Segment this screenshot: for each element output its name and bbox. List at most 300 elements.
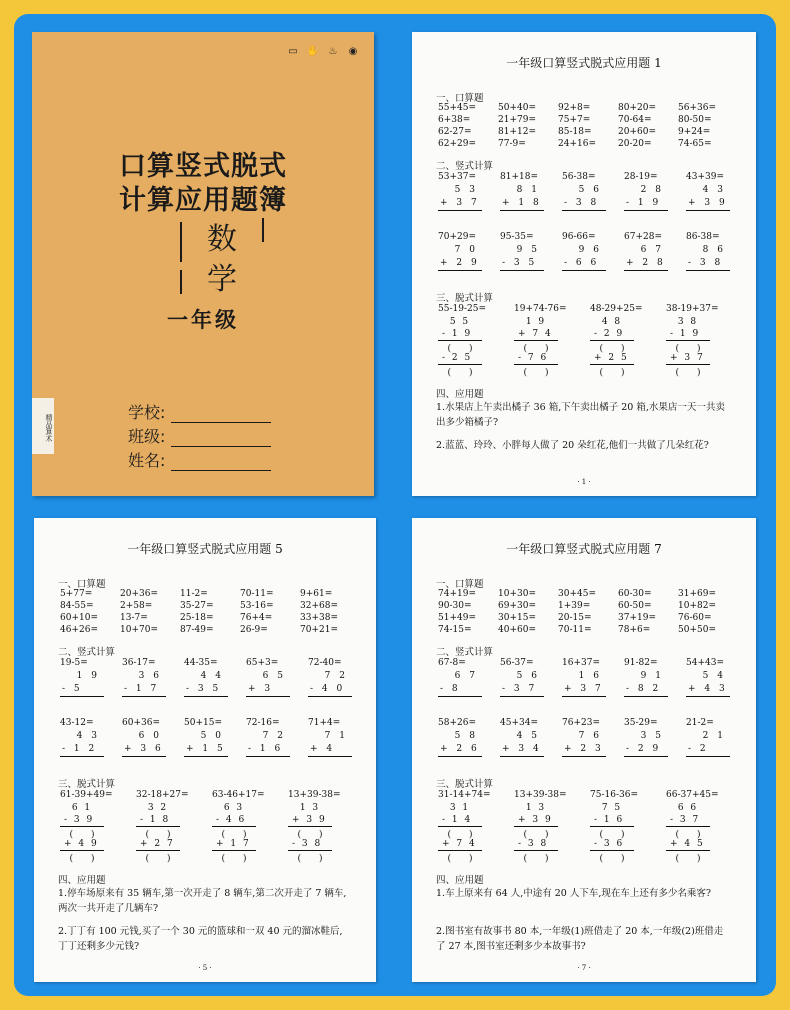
stepwise-expression: 13+39-38=	[514, 790, 567, 800]
word-problem-1: 1.车上原来有 64 人,中途有 20 人下车,现在车上还有多少名乘客?	[436, 888, 711, 899]
stepwise-expression: 48-29+25=	[590, 304, 643, 314]
vertical-top-number: 5 4	[702, 671, 726, 681]
vertical-expression: 91-82=	[624, 658, 658, 668]
vertical-bottom-number: - 8 2	[624, 684, 668, 697]
vertical-expression: 56-38=	[562, 172, 596, 182]
stepwise-first-number: 6 1	[71, 803, 93, 813]
oral-item: 33+38=	[300, 613, 338, 623]
stepwise-second-number: + 3 9	[288, 815, 332, 827]
vertical-bottom-number: + 3	[246, 684, 290, 697]
word-problem-1: 1.停车场原来有 35 辆车,第一次开走了 8 辆车,第二次开走了 7 辆车,两次一共开走了几辆车?	[58, 888, 347, 914]
stepwise-problem	[212, 790, 288, 863]
stepwise-expression: 38-19+37=	[666, 304, 719, 314]
oral-item: 20-15=	[558, 613, 592, 623]
oral-item: 40+60=	[498, 625, 536, 635]
worksheet-page-5	[34, 518, 376, 982]
vertical-problem	[60, 658, 122, 697]
stepwise-answer-blank: ( )	[447, 344, 473, 354]
vertical-bottom-number: - 6 6	[562, 258, 606, 271]
school-label: 学校:	[128, 403, 166, 422]
section-word-title: 四、应用题	[436, 875, 484, 886]
oral-item: 70-64=	[618, 115, 652, 125]
oral-item: 85-18=	[558, 127, 592, 137]
oral-item: 55+45=	[438, 103, 476, 113]
vertical-expression: 81+18=	[500, 172, 538, 182]
oral-item: 32+68=	[300, 601, 338, 611]
stepwise-second-number: - 1 6	[590, 815, 634, 827]
eye-icon: ◉	[348, 46, 358, 57]
vertical-expression: 28-19=	[624, 172, 658, 182]
stepwise-expression: 19+74-76=	[514, 304, 567, 314]
oral-item: 50+40=	[498, 103, 536, 113]
oral-item: 9+61=	[300, 589, 333, 599]
stepwise-expression: 13+39-38=	[288, 790, 341, 800]
stepwise-final-blank: ( )	[523, 854, 549, 864]
word-problem-2: 2.蓝蓝、玲玲、小胖每人做了 20 朵红花,他们一共做了几朵红花?	[436, 440, 709, 451]
stepwise-answer-blank: ( )	[69, 830, 95, 840]
oral-item: 70+21=	[300, 625, 338, 635]
vertical-problem	[246, 718, 308, 757]
vertical-expression: 56-37=	[500, 658, 534, 668]
vertical-problem	[500, 658, 562, 697]
oral-item: 20+36=	[120, 589, 158, 599]
vertical-bottom-number: - 1 7	[122, 684, 166, 697]
stepwise-expression: 63-46+17=	[212, 790, 265, 800]
vertical-problem	[60, 718, 122, 757]
vertical-bottom-number: + 3 9	[686, 198, 730, 211]
care-icons	[286, 46, 360, 58]
oral-item: 76+4=	[240, 613, 273, 623]
vertical-problem	[624, 232, 686, 271]
oral-item: 87-49=	[180, 625, 214, 635]
stepwise-answer-blank: ( )	[523, 344, 549, 354]
stepwise-problem	[666, 790, 742, 863]
vertical-problem	[438, 172, 500, 211]
page-number: · 7 ·	[577, 964, 591, 972]
oral-item: 56+36=	[678, 103, 716, 113]
stepwise-final-blank: ( )	[447, 368, 473, 378]
vertical-bottom-number: + 3 6	[122, 744, 166, 757]
oral-item: 24+16=	[558, 139, 596, 149]
stepwise-answer-blank: ( )	[599, 830, 625, 840]
vertical-top-number: 8 6	[702, 245, 726, 255]
stepwise-second-number: + 3 9	[514, 815, 558, 827]
vertical-top-number: 7 2	[262, 731, 286, 741]
vertical-problem	[500, 172, 562, 211]
vertical-expression: 95-35=	[500, 232, 534, 242]
stepwise-problem	[590, 790, 666, 863]
stepwise-problem	[514, 304, 590, 377]
vertical-problem	[686, 658, 748, 697]
stepwise-final-blank: ( )	[145, 854, 171, 864]
vertical-bottom-number: - 4 0	[308, 684, 352, 697]
vertical-expression: 72-40=	[308, 658, 342, 668]
vertical-top-number: 5 0	[200, 731, 224, 741]
vertical-top-number: 5 6	[578, 185, 602, 195]
section-oral-title: 一、口算题	[436, 93, 484, 104]
vertical-bottom-number: - 8	[438, 684, 482, 697]
stepwise-expression: 75-16-36=	[590, 790, 638, 800]
vertical-problem	[184, 718, 246, 757]
vertical-top-number: 8 1	[516, 185, 540, 195]
vertical-problem	[500, 718, 562, 757]
cover-title-line2: 计算应用题簿	[119, 185, 287, 216]
vertical-top-number: 4 5	[516, 731, 540, 741]
stepwise-first-number: 4 8	[601, 317, 623, 327]
cover-grade: 一年级	[167, 308, 239, 332]
stepwise-problem	[60, 790, 136, 863]
page-title: 一年级口算竖式脱式应用题 5	[127, 542, 283, 556]
vertical-expression: 43-12=	[60, 718, 94, 728]
oral-item: 26-9=	[240, 625, 268, 635]
vertical-problem	[122, 658, 184, 697]
vertical-top-number: 6 5	[262, 671, 286, 681]
stepwise-second-number: - 4 6	[212, 815, 256, 827]
stepwise-row	[438, 790, 742, 863]
vertical-expression: 43+39=	[686, 172, 724, 182]
stepwise-third-number: - 7 6	[514, 353, 558, 365]
stepwise-third-number: + 3 7	[666, 353, 710, 365]
class-line	[171, 433, 271, 447]
vertical-row	[60, 658, 370, 697]
stepwise-first-number: 6 3	[223, 803, 245, 813]
vertical-top-number: 9 5	[516, 245, 540, 255]
oral-grid	[438, 589, 738, 635]
stepwise-problem	[136, 790, 212, 863]
section-oral-title: 一、口算题	[436, 579, 484, 590]
stepwise-row	[438, 304, 742, 377]
stepwise-third-number: - 3 8	[514, 839, 558, 851]
vertical-problem	[500, 232, 562, 271]
oral-item: 70-11=	[240, 589, 274, 599]
stepwise-third-number: - 3 6	[590, 839, 634, 851]
section-stepwise-title: 三、脱式计算	[58, 779, 116, 790]
stepwise-problem	[438, 304, 514, 377]
stepwise-final-blank: ( )	[69, 854, 95, 864]
vertical-top-number: 5 6	[516, 671, 540, 681]
vertical-bottom-number: + 4 3	[686, 684, 730, 697]
vertical-problem	[184, 658, 246, 697]
vertical-bottom-number: + 1 8	[500, 198, 544, 211]
vertical-top-number: 2 8	[640, 185, 664, 195]
oral-item: 31+69=	[678, 589, 716, 599]
stepwise-third-number: - 3 8	[288, 839, 332, 851]
cover-tag: 精品算术	[32, 398, 54, 454]
stepwise-problem	[590, 304, 666, 377]
stepwise-first-number: 1 9	[525, 317, 547, 327]
stepwise-second-number: - 1 4	[438, 815, 482, 827]
vertical-problem	[562, 172, 624, 211]
vertical-top-number: 5 3	[454, 185, 478, 195]
oral-item: 76-60=	[678, 613, 712, 623]
vertical-bottom-number: + 1 5	[184, 744, 228, 757]
vertical-row	[438, 172, 748, 211]
class-field	[128, 424, 271, 447]
oral-item: 9+24=	[678, 127, 711, 137]
oral-item: 10+30=	[498, 589, 536, 599]
oral-item: 62-27=	[438, 127, 472, 137]
vertical-problem	[686, 172, 748, 211]
oral-item: 80+20=	[618, 103, 656, 113]
vertical-problem	[122, 718, 184, 757]
cover-title-line1: 口算竖式脱式	[119, 151, 287, 182]
vertical-bottom-number: - 1 2	[60, 744, 104, 757]
vertical-top-number: 3 5	[640, 731, 664, 741]
wash-icon: ▭	[288, 46, 298, 57]
vertical-expression: 71+4=	[308, 718, 341, 728]
word-problem-2: 2.图书室有故事书 80 本,一年级(1)班借走了 20 本,一年级(2)班借走了 27 本,图书室还剩多少本故事书?	[436, 926, 724, 952]
stepwise-third-number: + 2 7	[136, 839, 180, 851]
oral-item: 35-27=	[180, 601, 214, 611]
vertical-top-number: 4 3	[76, 731, 100, 741]
vertical-bottom-number: - 3 5	[500, 258, 544, 271]
vertical-bottom-number: + 3 7	[438, 198, 482, 211]
hand-icon: ✋	[306, 46, 320, 57]
vertical-bottom-number: - 3 7	[500, 684, 544, 697]
vertical-expression: 50+15=	[184, 718, 222, 728]
vertical-row	[60, 718, 370, 757]
stepwise-answer-blank: ( )	[523, 830, 549, 840]
class-label: 班级:	[128, 427, 166, 446]
stepwise-first-number: 7 5	[601, 803, 623, 813]
vertical-bottom-number: + 2 3	[562, 744, 606, 757]
stepwise-row	[60, 790, 364, 863]
vertical-bottom-number: - 2 9	[624, 744, 668, 757]
oral-item: 51+49=	[438, 613, 476, 623]
stepwise-problem	[438, 790, 514, 863]
stepwise-third-number: + 4 5	[666, 839, 710, 851]
oral-item: 30+15=	[498, 613, 536, 623]
vertical-bottom-number: - 2	[686, 744, 730, 757]
stepwise-answer-blank: ( )	[297, 830, 323, 840]
oral-item: 53-16=	[240, 601, 274, 611]
vertical-bottom-number: + 3 4	[500, 744, 544, 757]
vertical-bottom-number: + 3 7	[562, 684, 606, 697]
oral-item: 6+38=	[438, 115, 471, 125]
vertical-top-number: 6 7	[454, 671, 478, 681]
vertical-problem	[438, 718, 500, 757]
oral-item: 20-20=	[618, 139, 652, 149]
vertical-top-number: 6 0	[138, 731, 162, 741]
vertical-expression: 65+3=	[246, 658, 279, 668]
vertical-top-number: 4 4	[200, 671, 224, 681]
stepwise-first-number: 3 2	[147, 803, 169, 813]
section-word-title: 四、应用题	[58, 875, 106, 886]
oral-item: 92+8=	[558, 103, 591, 113]
stepwise-second-number: - 2 9	[590, 329, 634, 341]
stepwise-third-number: + 2 5	[590, 353, 634, 365]
oral-item: 11-2=	[180, 589, 208, 599]
subject-bracket-right	[262, 218, 264, 242]
stepwise-expression: 55-19-25=	[438, 304, 486, 314]
vertical-problem	[438, 232, 500, 271]
vertical-expression: 44-35=	[184, 658, 218, 668]
stepwise-expression: 32-18+27=	[136, 790, 189, 800]
vertical-expression: 21-2=	[686, 718, 714, 728]
oral-item: 77-9=	[498, 139, 526, 149]
stepwise-final-blank: ( )	[675, 368, 701, 378]
oral-item: 74-65=	[678, 139, 712, 149]
stepwise-problem	[666, 304, 742, 377]
vertical-problem	[686, 232, 748, 271]
oral-item: 30+45=	[558, 589, 596, 599]
oral-item: 21+79=	[498, 115, 536, 125]
vertical-problem	[308, 658, 370, 697]
page-title: 一年级口算竖式脱式应用题 7	[506, 542, 662, 556]
vertical-bottom-number: - 1 6	[246, 744, 290, 757]
vertical-top-number: 7 1	[324, 731, 348, 741]
stepwise-third-number: + 4 9	[60, 839, 104, 851]
vertical-expression: 36-17=	[122, 658, 156, 668]
vertical-expression: 76+23=	[562, 718, 600, 728]
vertical-expression: 54+43=	[686, 658, 724, 668]
stepwise-final-blank: ( )	[599, 854, 625, 864]
word-problem-1: 1.水果店上午卖出橘子 36 箱,下午卖出橘子 20 箱,水果店一天一共卖出多少箱橘子?	[436, 402, 725, 428]
section-stepwise-title: 三、脱式计算	[436, 293, 494, 304]
vertical-problem	[624, 172, 686, 211]
vertical-top-number: 7 6	[578, 731, 602, 741]
stepwise-answer-blank: ( )	[675, 344, 701, 354]
vertical-expression: 60+36=	[122, 718, 160, 728]
oral-item: 75+7=	[558, 115, 591, 125]
vertical-expression: 67-8=	[438, 658, 466, 668]
stepwise-first-number: 1 3	[299, 803, 321, 813]
stepwise-final-blank: ( )	[221, 854, 247, 864]
stepwise-third-number: + 1 7	[212, 839, 256, 851]
section-oral-title: 一、口算题	[58, 579, 106, 590]
name-line	[171, 457, 271, 471]
oral-item: 46+26=	[60, 625, 98, 635]
vertical-bottom-number: + 4	[308, 744, 352, 757]
page-number: · 5 ·	[198, 964, 212, 972]
vertical-top-number: 1 9	[76, 671, 100, 681]
vertical-problem	[562, 658, 624, 697]
vertical-expression: 19-5=	[60, 658, 88, 668]
oral-item: 62+29=	[438, 139, 476, 149]
fire-icon: ♨	[328, 46, 338, 57]
stepwise-third-number: + 7 4	[438, 839, 482, 851]
vertical-bottom-number: + 2 9	[438, 258, 482, 271]
vertical-bottom-number: - 3 8	[686, 258, 730, 271]
vertical-problem	[562, 718, 624, 757]
oral-item: 2+58=	[120, 601, 153, 611]
section-vertical-title: 二、竖式计算	[436, 647, 494, 658]
vertical-expression: 16+37=	[562, 658, 600, 668]
stepwise-second-number: - 1 9	[438, 329, 482, 341]
oral-item: 81+12=	[498, 127, 536, 137]
page-number: · 1 ·	[577, 478, 591, 486]
stepwise-second-number: + 7 4	[514, 329, 558, 341]
stepwise-final-blank: ( )	[297, 854, 323, 864]
section-word-title: 四、应用题	[436, 389, 484, 400]
oral-item: 84-55=	[60, 601, 94, 611]
vertical-bottom-number: + 2 8	[624, 258, 668, 271]
stepwise-expression: 61-39+49=	[60, 790, 113, 800]
oral-item: 69+30=	[498, 601, 536, 611]
vertical-bottom-number: - 5	[60, 684, 104, 697]
vertical-bottom-number: - 3 8	[562, 198, 606, 211]
section-vertical-title: 二、竖式计算	[58, 647, 116, 658]
stepwise-final-blank: ( )	[523, 368, 549, 378]
oral-item: 13-7=	[120, 613, 148, 623]
school-field	[128, 400, 271, 423]
stepwise-problem	[514, 790, 590, 863]
vertical-expression: 45+34=	[500, 718, 538, 728]
oral-item: 60+10=	[60, 613, 98, 623]
vertical-problem	[686, 718, 748, 757]
vertical-top-number: 1 6	[578, 671, 602, 681]
cover-subject	[182, 220, 262, 300]
oral-item: 1+39=	[558, 601, 591, 611]
vertical-bottom-number: - 1 9	[624, 198, 668, 211]
page-title: 一年级口算竖式脱式应用题 1	[506, 56, 662, 70]
oral-item: 10+82=	[678, 601, 716, 611]
oral-item: 74+19=	[438, 589, 476, 599]
stepwise-answer-blank: ( )	[221, 830, 247, 840]
stepwise-final-blank: ( )	[599, 368, 625, 378]
stepwise-first-number: 3 8	[677, 317, 699, 327]
vertical-bottom-number: - 3 5	[184, 684, 228, 697]
vertical-problem	[246, 658, 308, 697]
vertical-top-number: 2 1	[702, 731, 726, 741]
stepwise-expression: 66-37+45=	[666, 790, 719, 800]
oral-item: 74-15=	[438, 625, 472, 635]
vertical-expression: 58+26=	[438, 718, 476, 728]
name-label: 姓名:	[128, 451, 166, 470]
vertical-top-number: 7 2	[324, 671, 348, 681]
oral-item: 60-50=	[618, 601, 652, 611]
vertical-top-number: 9 6	[578, 245, 602, 255]
stepwise-answer-blank: ( )	[145, 830, 171, 840]
subject-char-2: 学	[207, 262, 237, 297]
vertical-expression: 35-29=	[624, 718, 658, 728]
stepwise-answer-blank: ( )	[447, 830, 473, 840]
stepwise-first-number: 1 3	[525, 803, 547, 813]
name-field	[128, 448, 271, 471]
vertical-problem	[624, 718, 686, 757]
vertical-row	[438, 658, 748, 697]
school-line	[171, 409, 271, 423]
stepwise-second-number: - 1 9	[666, 329, 710, 341]
stepwise-third-number: - 2 5	[438, 353, 482, 365]
stepwise-answer-blank: ( )	[675, 830, 701, 840]
vertical-top-number: 7 0	[454, 245, 478, 255]
vertical-expression: 72-16=	[246, 718, 280, 728]
oral-item: 70-11=	[558, 625, 592, 635]
stepwise-second-number: - 1 8	[136, 815, 180, 827]
vertical-top-number: 9 1	[640, 671, 664, 681]
vertical-row	[438, 718, 748, 757]
stepwise-problem	[288, 790, 364, 863]
stepwise-expression: 31-14+74=	[438, 790, 491, 800]
oral-grid	[60, 589, 360, 635]
vertical-expression: 53+37=	[438, 172, 476, 182]
stepwise-second-number: - 3 9	[60, 815, 104, 827]
vertical-problem	[438, 658, 500, 697]
oral-item: 25-18=	[180, 613, 214, 623]
vertical-expression: 86-38=	[686, 232, 720, 242]
stepwise-first-number: 3 1	[449, 803, 471, 813]
word-problem-2: 2.丁丁有 100 元钱,买了一个 30 元的篮球和一双 40 元的溜冰鞋后,丁丁还剩多少元钱?	[58, 926, 343, 952]
vertical-expression: 67+28=	[624, 232, 662, 242]
workbook-cover	[32, 32, 374, 496]
oral-item: 20+60=	[618, 127, 656, 137]
vertical-row	[438, 232, 748, 271]
vertical-problem	[624, 658, 686, 697]
stepwise-first-number: 6 6	[677, 803, 699, 813]
vertical-problem	[562, 232, 624, 271]
section-vertical-title: 二、竖式计算	[436, 161, 494, 172]
